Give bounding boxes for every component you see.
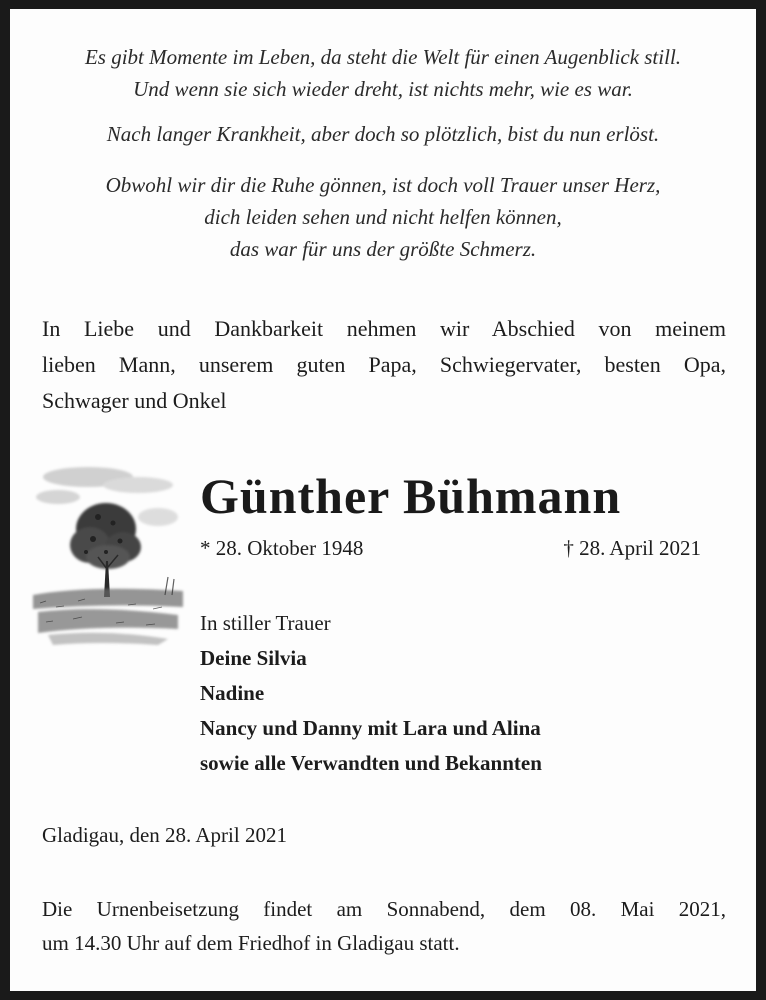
mourner-name: sowie alle Verwandten und Bekannten bbox=[200, 751, 542, 775]
tree-landscape-icon bbox=[28, 457, 188, 647]
poem-line: das war für uns der größte Schmerz. bbox=[229, 237, 537, 261]
mourner-name: Nancy und Danny mit Lara und Alina bbox=[200, 716, 541, 740]
poem-stanza-1 bbox=[10, 41, 756, 105]
burial-line: Die Urnenbeisetzung findet am Sonnabend, dem 08. Mai 2021, bbox=[42, 897, 726, 921]
poem-line: Es gibt Momente im Leben, da steht die Welt für einen Augenblick still. bbox=[84, 45, 682, 69]
place-date: Gladigau, den 28. April 2021 bbox=[42, 823, 287, 847]
burial-line: um 14.30 Uhr auf dem Friedhof in Gladigau statt. bbox=[42, 931, 460, 955]
poem-line: Und wenn sie sich wieder dreht, ist nichts mehr, wie es war. bbox=[133, 77, 633, 101]
mourners-heading: In stiller Trauer bbox=[200, 611, 331, 635]
poem-line: dich leiden sehen und nicht helfen können, bbox=[204, 205, 562, 229]
mourner-name: Deine Silvia bbox=[200, 646, 307, 670]
birth-date: * 28. Oktober 1948 bbox=[200, 536, 364, 560]
burial-notice bbox=[42, 892, 726, 960]
intro-line: Schwager und Onkel bbox=[42, 388, 227, 413]
poem-stanza-2 bbox=[10, 118, 756, 150]
intro-text bbox=[42, 311, 726, 419]
obituary-card bbox=[10, 9, 756, 991]
death-date: † 28. April 2021 bbox=[563, 536, 701, 560]
intro-line: In Liebe und Dankbarkeit nehmen wir Abschied von meinem bbox=[42, 316, 726, 341]
intro-line: lieben Mann, unserem guten Papa, Schwiegervater, besten Opa, bbox=[42, 352, 726, 377]
poem-stanza-3 bbox=[10, 169, 756, 265]
poem-line: Obwohl wir dir die Ruhe gönnen, ist doch voll Trauer unser Herz, bbox=[105, 173, 661, 197]
mourner-name: Nadine bbox=[200, 681, 265, 705]
mourners-block bbox=[200, 606, 542, 781]
poem-line: Nach langer Krankheit, aber doch so plötzlich, bist du nun erlöst. bbox=[106, 122, 660, 146]
deceased-name: Günther Bühmann bbox=[200, 468, 622, 524]
